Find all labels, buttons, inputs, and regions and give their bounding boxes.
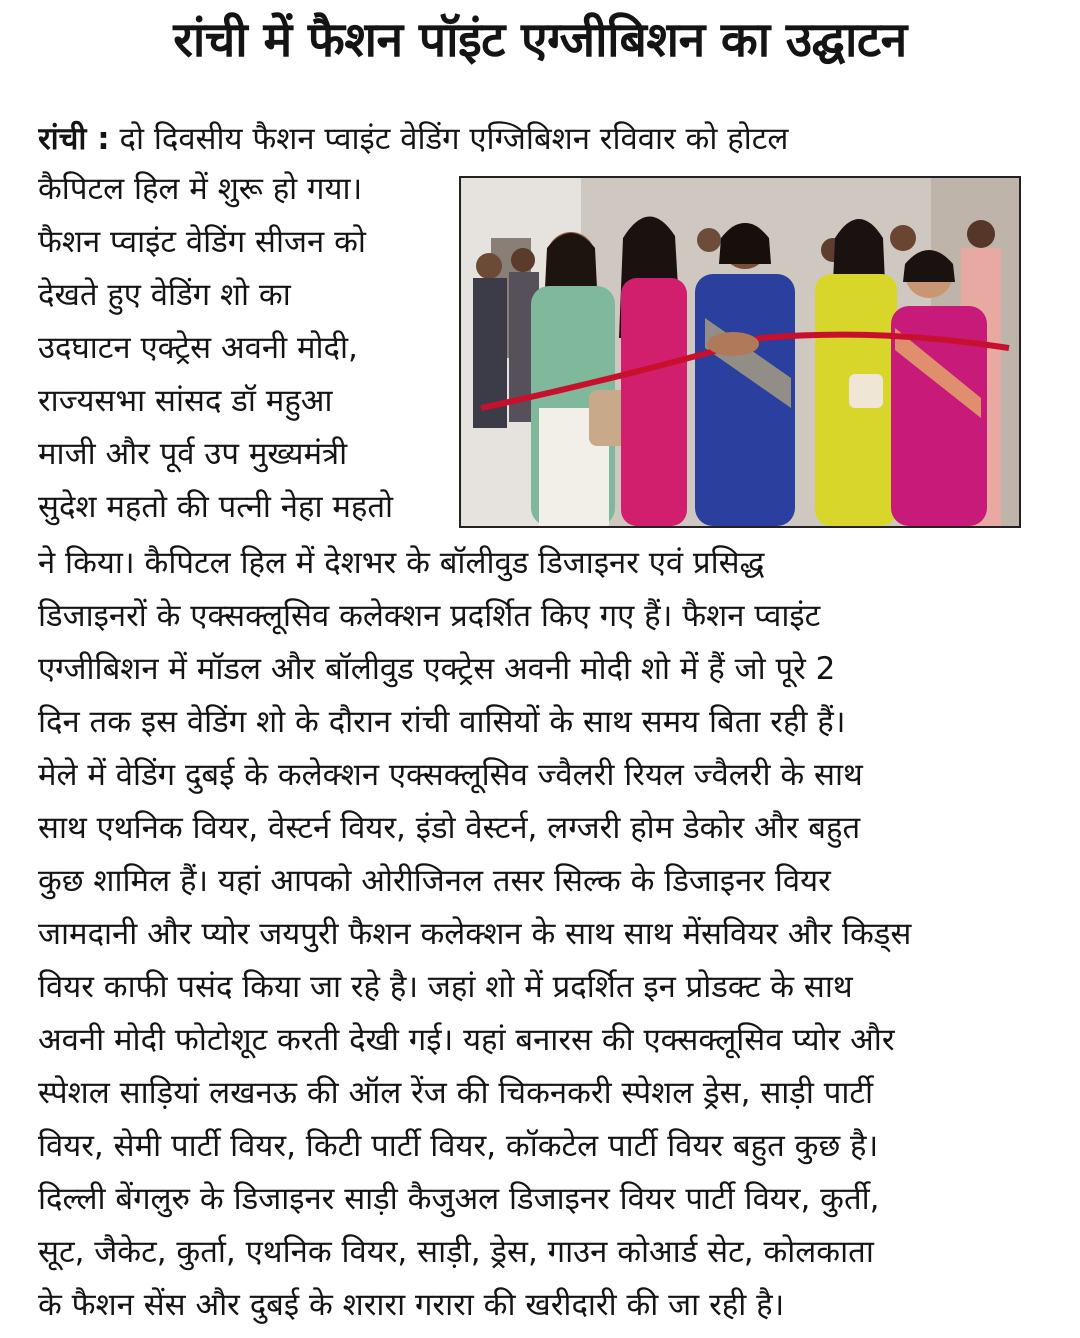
article-line: दिन तक इस वेडिंग शो के दौरान रांची वासियों के साथ समय बिता रही हैं।	[38, 704, 846, 740]
article-line: ने किया। कैपिटल हिल में देशभर के बॉलीवुड डिजाइनर एवं प्रसिद्ध	[38, 545, 765, 581]
article-line: उदघाटन एक्ट्रेस अवनी मोदी,	[38, 330, 358, 366]
article-line: जामदानी और प्योर जयपुरी फैशन कलेक्शन के साथ साथ मेंसवियर और किड्स	[38, 916, 912, 952]
article-line: सुदेश महतो की पत्नी नेहा महतो	[38, 489, 394, 525]
article-line: एग्जीबिशन में मॉडल और बॉलीवुड एक्ट्रेस अवनी मोदी शो में हैं जो पूरे 2	[38, 651, 836, 687]
article-line: अवनी मोदी फोटोशूट करती देखी गई। यहां बनारस की एक्सक्लूसिव प्योर और	[38, 1022, 895, 1058]
article-line: माजी और पूर्व उप मुख्यमंत्री	[38, 436, 348, 472]
article-line: साथ एथनिक वियर, वेस्टर्न वियर, इंडो वेस्टर्न, लग्जरी होम डेकोर और बहुत	[38, 810, 861, 846]
article-line: फैशन प्वाइंट वेडिंग सीजन को	[38, 224, 366, 260]
article-line: डिजाइनरों के एक्सक्लूसिव कलेक्शन प्रदर्शित किए गए हैं। फैशन प्वाइंट	[38, 598, 821, 634]
article-line: स्पेशल साड़ियां लखनऊ की ऑल रेंज की चिकनकरी स्पेशल ड्रेस, साड़ी पार्टी	[38, 1075, 874, 1111]
article-line: देखते हुए वेडिंग शो का	[38, 277, 291, 313]
article-line: दिल्ली बेंगलुरु के डिजाइनर साड़ी कैजुअल डिजाइनर वियर पार्टी वियर, कुर्ती,	[38, 1181, 880, 1217]
article-line: वियर, सेमी पार्टी वियर, किटी पार्टी वियर, कॉकटेल पार्टी वियर बहुत कुछ है।	[38, 1128, 879, 1164]
article-line: सूट, जैकेट, कुर्ता, एथनिक वियर, साड़ी, ड्रेस, गाउन कोआर्ड सेट, कोलकाता	[38, 1234, 874, 1270]
article-line: कैपिटल हिल में शुरू हो गया।	[38, 171, 363, 207]
article-line: कुछ शामिल हैं। यहां आपको ओरीजिनल तसर सिल्क के डिजाइनर वियर	[38, 863, 831, 899]
article-line-1: रांची : दो दिवसीय फैशन प्वाइंट वेडिंग एग्जिबिशन रविवार को होटल	[38, 121, 789, 157]
article-line: मेले में वेडिंग दुबई के कलेक्शन एक्सक्लूसिव ज्वैलरी रियल ज्वैलरी के साथ	[38, 757, 863, 793]
headline: रांची में फैशन पॉइंट एग्जीबिशन का उद्घाटन	[173, 12, 907, 68]
event-photo	[459, 176, 1021, 528]
dateline: रांची :	[38, 121, 110, 157]
article-line: के फैशन सेंस और दुबई के शरारा गरारा की खरीदारी की जा रही है।	[38, 1287, 785, 1323]
article-line: राज्यसभा सांसद डॉ महुआ	[38, 383, 333, 419]
article-line: वियर काफी पसंद किया जा रहे है। जहां शो में प्रदर्शित इन प्रोडक्ट के साथ	[38, 969, 853, 1005]
